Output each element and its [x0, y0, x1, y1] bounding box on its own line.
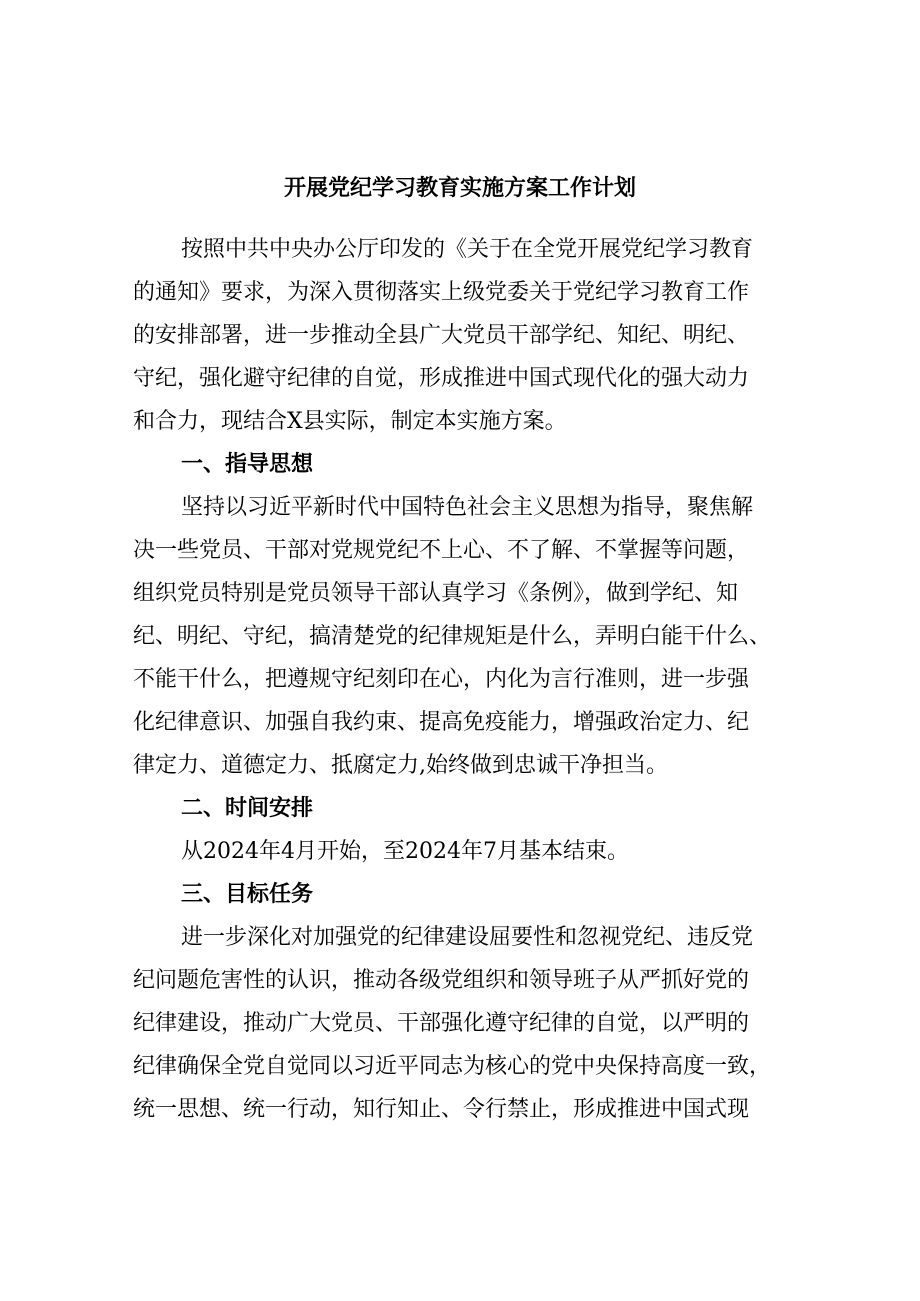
paragraph-guiding-line: 坚持以习近平新时代中国特色社会主义思想为指导，聚焦解	[181, 495, 754, 520]
section-heading-schedule: 二、时间安排	[181, 796, 314, 821]
paragraph-guiding-line: 化纪律意识、加强自我约束、提高免疫能力，增强政治定力、纪	[133, 710, 750, 735]
paragraph-intro-line: 守纪，强化避守纪律的自觉，形成推进中国式现代化的强大动力	[133, 366, 750, 391]
paragraph-objectives-line: 纪律建设，推动广大党员、干部强化遵守纪律的自觉，以严明的	[133, 1011, 750, 1036]
paragraph-schedule-line: 从2024年4月开始，至2024年7月基本结束。	[181, 839, 629, 864]
paragraph-intro-line: 按照中共中央办公厅印发的《关于在全党开展党纪学习教育	[181, 237, 754, 262]
paragraph-intro-line: 的通知》要求，为深入贯彻落实上级党委关于党纪学习教育工作	[133, 280, 750, 305]
paragraph-guiding-line: 不能干什么，把遵规守纪刻印在心，内化为言行准则，进一步强	[133, 667, 750, 692]
section-heading-guiding-ideology: 一、指导思想	[181, 452, 314, 477]
document-title: 开展党纪学习教育实施方案工作计划	[283, 175, 636, 201]
paragraph-guiding-line: 决一些党员、干部对党规党纪不上心、不了解、不掌握等问题，	[133, 538, 750, 563]
paragraph-objectives-line: 纪问题危害性的认识，推动各级党组织和领导班子从严抓好党的	[133, 968, 750, 993]
paragraph-intro-line: 的安排部署，进一步推动全县广大党员干部学纪、知纪、明纪、	[133, 323, 750, 348]
paragraph-objectives-line: 纪律确保全党自觉同以习近平同志为核心的党中央保持高度一致，	[133, 1054, 772, 1079]
paragraph-objectives-line: 进一步深化对加强党的纪律建设屈要性和忽视党纪、违反党	[181, 925, 754, 950]
paragraph-guiding-line: 纪、明纪、守纪，搞清楚党的纪律规矩是什么，弄明白能干什么、	[133, 624, 772, 649]
section-heading-objectives: 三、目标任务	[181, 882, 314, 907]
paragraph-objectives-line: 统一思想、统一行动，知行知止、令行禁止，形成推进中国式现	[133, 1097, 750, 1122]
paragraph-intro-line: 和合力，现结合X县实际，制定本实施方案。	[133, 409, 567, 434]
paragraph-guiding-line: 组织党员特别是党员领导干部认真学习《条例》，做到学纪、知	[133, 581, 739, 606]
paragraph-guiding-line: 律定力、道德定力、抵腐定力,始终做到忠诚干净担当。	[133, 753, 668, 778]
